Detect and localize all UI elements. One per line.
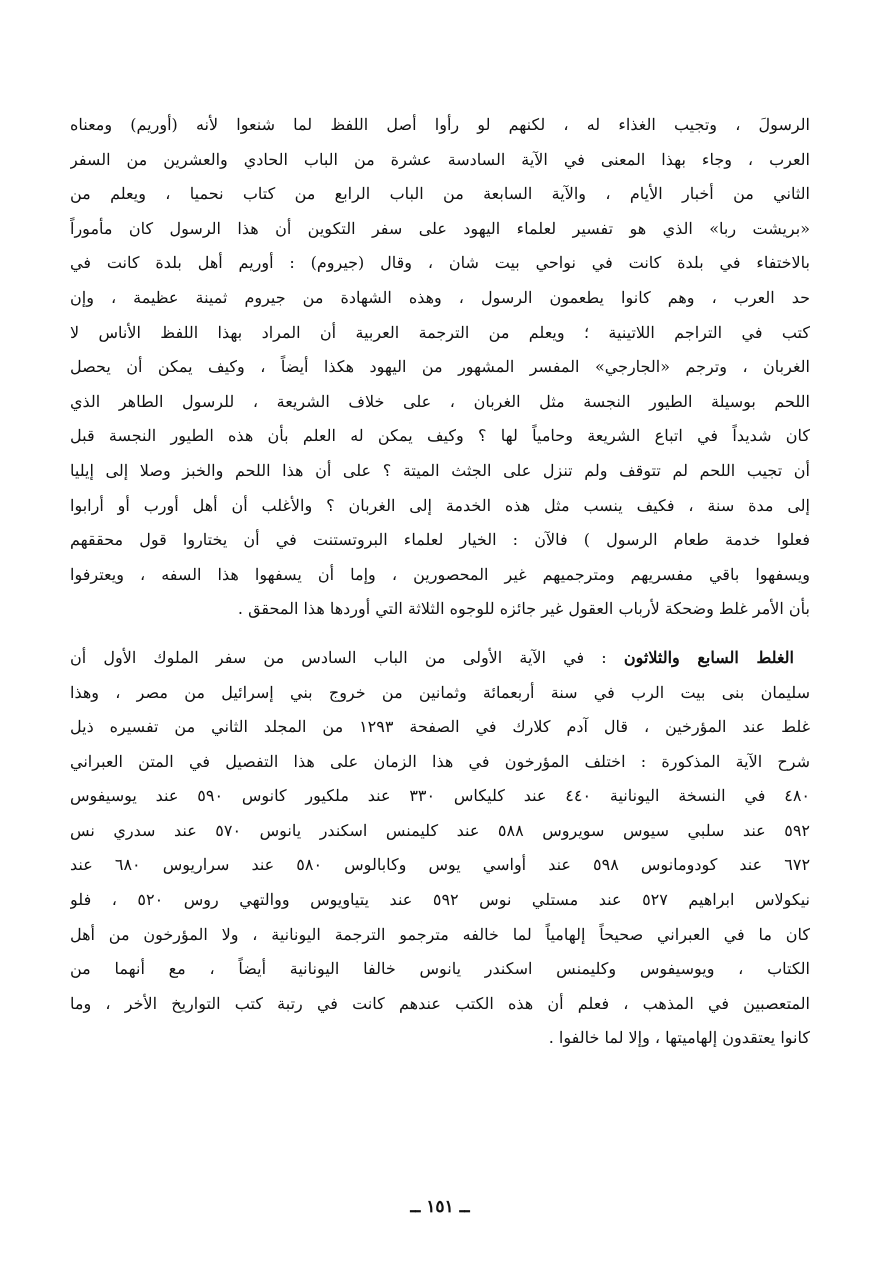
paragraph-1-line: «بريشت ربا» الذي هو تفسير لعلماء اليهود على سفر التكوين أن هذا الرسول كان مأموراً [70,218,810,238]
section-heading: الغلط السابع والثلاثون [623,647,794,667]
paragraph-1-line: كتب في التراجم اللاتينية ؛ ويعلم من الترجمة العربية أن المراد بهذا اللفظ الأناس لا [70,322,810,342]
paragraph-1-line: حد العرب ، وهم كانوا يطعمون الرسول ، وهذه الشهادة من جيروم ثمينة عظيمة ، وإن [70,287,810,307]
paragraph-2-line: ٤٨٠ في النسخة اليونانية ٤٤٠ عند كليكاس ٣٣٠ عند ملكيور كانوس ٥٩٠ عند يوسيفوس [70,786,810,806]
paragraph-2-line-1 [70,641,810,676]
page-body [70,108,810,1056]
page-number: ــ ١٥١ ــ [410,1197,470,1217]
paragraph-1-line: الغربان ، وترجم «الجارجي» المفسر المشهور من اليهود هكذا أيضاً ، وكيف يمكن أن يحصل [70,357,810,377]
paragraph-1 [70,108,810,627]
paragraph-1-line: بالاختفاء في بلدة كانت في نواحي بيت شان ، وقال (جيروم) : أوريم أهل بلدة كانت في [70,253,810,273]
paragraph-1-line: الرسولَ ، وتجيب الغذاء له ، لكنهم لو رأوا أصل اللفظ لما شنعوا لأنه (أوريم) ومعناه [70,115,810,134]
paragraph-2-line: نيكولاس ابراهيم ٥٢٧ عند مستلي نوس ٥٩٢ عند يتياويوس ووالتهي روس ٥٢٠ ، فلو [70,890,810,910]
paragraph-2-line: كان ما في العبراني صحيحاً إلهامياً لما خالفه مترجمو الترجمة اليونانية ، ولا المؤرخون من أهل [70,924,810,944]
paragraph-1-line: ويسفهوا باقي مفسريهم ومترجميهم غير المحصورين ، وإما أن يسفهوا هذا السفه ، ويعترفوا [70,564,810,584]
paragraph-2-line-1-text: : في الآية الأولى من الباب السادس من سفر الملوك الأول أن [70,647,624,667]
paragraph-2-line: كانوا يعتقدون إلهاميتها ، وإلا لما خالفوا . [548,1028,810,1048]
paragraph-1-line: إلى مدة سنة ، فكيف ينسب مثل هذه الخدمة إلى الغربان ؟ والأغلب أن أهل أورب أو أرابوا [70,495,810,515]
paragraph-2-line: الكتاب ، ويوسيفوس وكليمنس اسكندر يانوس خالفا اليونانية أيضاً ، مع أنهما من [70,959,810,979]
paragraph-2-line: المتعصبين في المذهب ، فعلم أن هذه الكتب عندهم كانت في رتبة كتب التواريخ الأخر ، وما [70,993,810,1013]
paragraph-2-line: ٥٩٢ عند سلبي سيوس سويروس ٥٨٨ عند كليمنس اسكندر يانوس ٥٧٠ عند سدري نس [70,820,810,840]
paragraph-1-line: كان شديداً في اتباع الشريعة وحامياً لها ؟ وكيف يمكن له العلم بأن هذه الطيور النجسة قبل [70,426,810,446]
paragraph-2-line: سليمان بنى بيت الرب في سنة أربعمائة وثمانين من خروج بني إسرائيل من مصر ، وهذا [70,682,810,702]
paragraph-1-line: فعلوا خدمة طعام الرسول ) فالآن : الخيار لعلماء البروتستنت في أن يختاروا قول محققهم [70,530,810,550]
paragraph-2-line: ٦٧٢ عند كودومانوس ٥٩٨ عند أواسي يوس وكابالوس ٥٨٠ عند سراريوس ٦٨٠ عند [70,855,810,875]
paragraph-1-line: الثاني من أخبار الأيام ، والآية السابعة من الباب الرابع من كتاب نحميا ، ويعلم من [70,184,810,204]
paragraph-1-line: بأن الأمر غلط وضحكة لأرباب العقول غير جائزه للوجوه الثلاثة التي أوردها هذا المحقق . [237,599,810,619]
paragraph-1-line: أن تجيب اللحم لم تتوقف ولم تنزل على الجثث الميتة ؟ على أن هذا اللحم والخبز وصلا إلى إيليا [70,460,810,480]
paragraph-1-line: العرب ، وجاء بهذا المعنى في الآية السادسة عشرة من الباب الحادي والعشرين من السفر [70,149,810,169]
paragraph-2-line: غلط عند المؤرخين ، قال آدم كلارك في الصفحة ١٢٩٣ من المجلد الثاني من تفسيره ذيل [70,717,810,737]
paragraph-2 [70,641,810,1056]
paragraph-1-line: اللحم بوسيلة الطيور النجسة مثل الغربان ، على خلاف الشريعة ، للرسول الطاهر الذي [70,391,810,411]
paragraph-2-line: شرح الآية المذكورة : اختلف المؤرخون في هذا الزمان على هذا التفصيل في المتن العبراني [70,751,810,771]
